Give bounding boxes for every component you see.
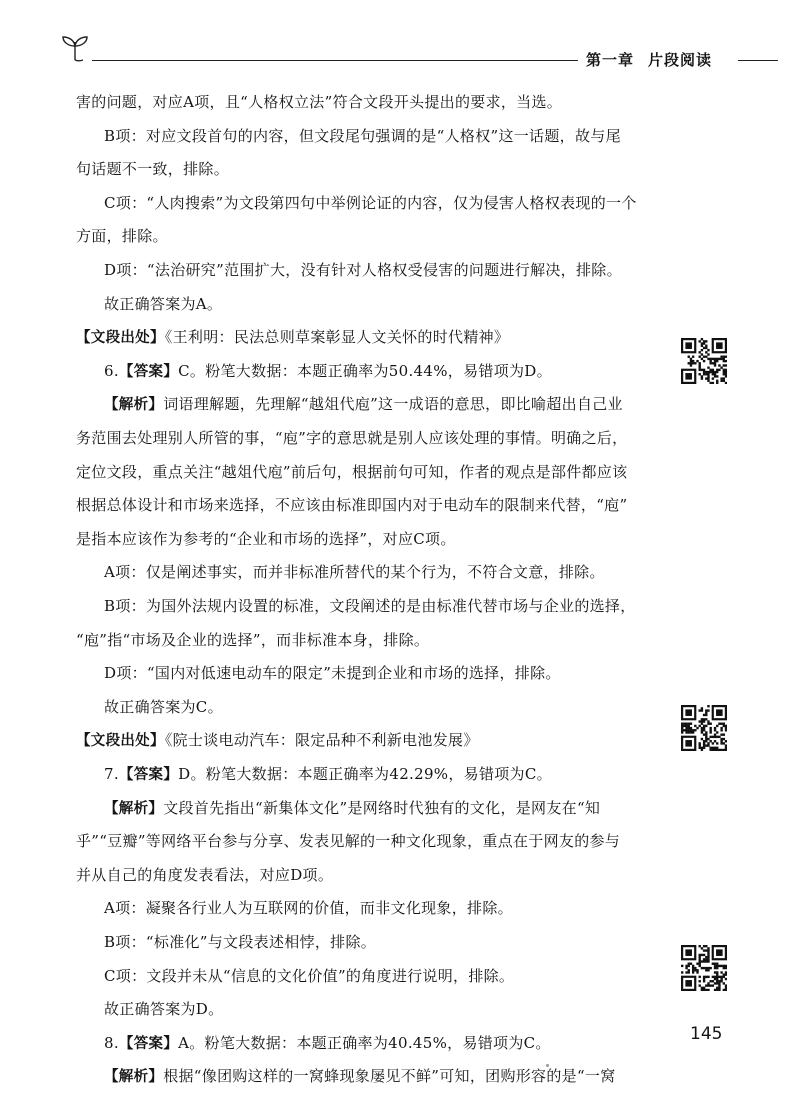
line-text: 方面，排除。 — [76, 227, 168, 246]
line-text: B项：为国外法规内设置的标准，文段阐述的是由标准代替市场与企业的选择， — [104, 597, 636, 615]
text-line — [76, 491, 627, 519]
section-tag: 【解析】 — [104, 397, 164, 414]
line-text: 根据总体设计和市场来选择，不应该由标准即国内对于电动车的限制来代替，“庖” — [76, 496, 628, 515]
running-header — [0, 0, 800, 80]
qr-code-icon[interactable] — [681, 945, 727, 991]
text-line — [104, 189, 637, 217]
text-line — [76, 155, 229, 183]
text-line — [76, 827, 620, 855]
text-line — [104, 592, 636, 620]
section-title: 片段阅读 — [648, 51, 713, 69]
text-line — [76, 222, 168, 250]
text-line — [76, 861, 333, 889]
header-rule-left — [92, 60, 578, 61]
section-tag: 【答案】 — [118, 767, 179, 783]
text-line — [104, 290, 222, 318]
line-text: B项：“标准化”与文段表述相悖，排除。 — [104, 933, 377, 951]
section-tag: 【文段出处】 — [76, 733, 165, 750]
line-text: A。粉笔大数据：本题正确率为40.45%，易错项为C。 — [178, 1033, 551, 1052]
line-text: 《王利明：民法总则草案彰显人文关怀的时代精神》 — [164, 328, 510, 347]
text-line — [104, 760, 552, 788]
header-rule-right — [738, 60, 778, 61]
text-line — [104, 659, 561, 687]
question-number: 8. — [104, 1033, 119, 1052]
text-line — [104, 794, 600, 822]
text-line — [104, 962, 514, 990]
line-text: 定位文段，重点关注“越俎代庖”前后句，根据前句可知，作者的观点是部件都应该 — [76, 462, 628, 481]
question-number: 7. — [104, 765, 119, 783]
text-line — [76, 323, 509, 351]
line-text: 是指本应该作为参考的“企业和市场的选择”，对应C项。 — [76, 529, 456, 548]
qr-code-icon[interactable] — [681, 705, 727, 751]
section-tag: 【答案】 — [118, 1035, 179, 1052]
text-line — [104, 256, 622, 284]
line-text: D项：“法治研究”范围扩大，没有针对人格权受侵害的问题进行解决，排除。 — [104, 261, 622, 279]
section-tag: 【解析】 — [104, 1069, 164, 1086]
line-text: 词语理解题，先理解“越俎代庖”这一成语的意思，即比喻超出自己业 — [163, 395, 623, 414]
text-line — [104, 995, 223, 1023]
qr-code-icon[interactable] — [681, 338, 727, 384]
text-line — [76, 726, 479, 754]
line-text: “庖”指“市场及企业的选择”，而非标准本身，排除。 — [76, 630, 430, 649]
page-number: 145 — [690, 1024, 723, 1044]
line-text: 句话题不一致，排除。 — [76, 160, 230, 179]
line-text: A项：仅是阐述事实，而并非标准所替代的某个行为，不符合文意，排除。 — [104, 563, 605, 582]
text-line — [76, 626, 429, 654]
text-line — [76, 525, 456, 553]
text-line — [104, 1029, 551, 1057]
chapter-number: 第一章 — [586, 51, 635, 69]
line-text: 乎”“豆瓣”等网络平台参与分享、发表见解的一种文化现象，重点在于网友的参与 — [76, 832, 621, 851]
section-tag: 【答案】 — [118, 363, 179, 380]
text-line — [104, 122, 621, 150]
chapter-title — [586, 49, 712, 70]
line-text: 根据“像团购这样的一窝蜂现象屡见不鲜”可知，团购形容的是“一窝 — [163, 1067, 616, 1086]
text-line — [104, 1062, 616, 1090]
text-line — [104, 894, 513, 922]
line-text: 务范围去处理别人所管的事，“庖”字的意思就是别人应该处理的事情。明确之后， — [76, 429, 628, 447]
line-text: 故正确答案为A。 — [104, 294, 223, 313]
section-tag: 【解析】 — [104, 800, 164, 817]
leaf-icon — [58, 34, 92, 64]
line-text: C项：“人肉搜索”为文段第四句中举例论证的内容，仅为侵害人格权表现的一个 — [104, 193, 637, 212]
print-speck — [546, 1064, 549, 1067]
line-text: A项：凝聚各行业人为互联网的价值，而非文化现象，排除。 — [104, 899, 513, 918]
line-text: 故正确答案为C。 — [104, 697, 223, 716]
line-text: B项：对应文段首句的内容，但文段尾句强调的是“人格权”这一话题，故与尾 — [104, 126, 621, 145]
line-text: C项：文段并未从“信息的文化价值”的角度进行说明，排除。 — [104, 966, 515, 985]
line-text: 《院士谈电动汽车：限定品种不利新电池发展》 — [164, 731, 479, 750]
section-tag: 【文段出处】 — [76, 330, 165, 347]
text-line — [104, 558, 605, 586]
text-line — [76, 458, 627, 486]
text-line — [76, 424, 627, 452]
line-text: D。粉笔大数据：本题正确率为42.29%，易错项为C。 — [178, 765, 552, 783]
text-line — [76, 88, 562, 116]
line-text: 故正确答案为D。 — [104, 1000, 224, 1019]
line-text: 文段首先指出“新集体文化”是网络时代独有的文化，是网友在“知 — [163, 798, 601, 817]
text-line — [104, 357, 552, 385]
text-line — [104, 390, 623, 418]
text-line — [104, 693, 223, 721]
question-number: 6. — [104, 361, 119, 380]
line-text: C。粉笔大数据：本题正确率为50.44%，易错项为D。 — [178, 361, 552, 380]
line-text: 并从自己的角度发表看法，对应D项。 — [76, 865, 334, 884]
line-text: D项：“国内对低速电动车的限定”未提到企业和市场的选择，排除。 — [104, 664, 561, 683]
text-line — [104, 928, 376, 956]
line-text: 害的问题，对应A项，且“人格权立法”符合文段开头提出的要求，当选。 — [76, 93, 563, 111]
